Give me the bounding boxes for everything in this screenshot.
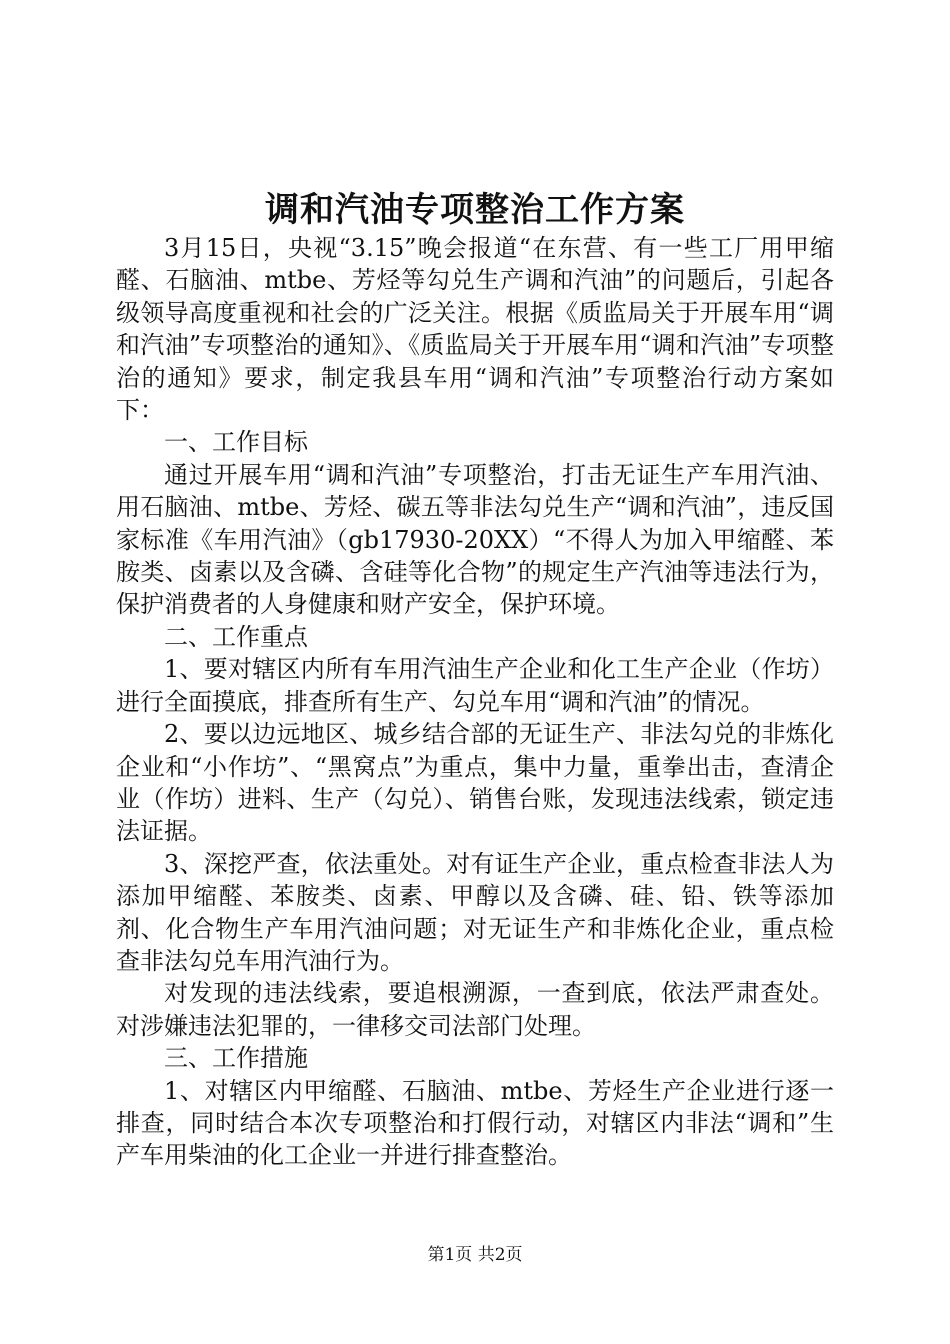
page-number-footer: 第1页 共2页 — [427, 1245, 523, 1265]
section-heading-goals: 一、工作目标 — [164, 428, 308, 457]
focus-item-3: 3、深挖严查，依法重处。对有证生产企业，重点检查非法人为添加甲缩醛、苯胺类、卤素、甲醇以及含磷、硅、铅、铁等添加剂、化合物生产车用汽油问题；对无证生产和非炼化企业，重点检查非法勾兑车用汽油行为。 — [116, 849, 834, 975]
intro-paragraph: 3月15日，央视“3.15”晚会报道“在东营、有一些工厂用甲缩醛、石脑油、mtbe、芳烃等勾兑生产调和汽油”的问题后，引起各级领导高度重视和社会的广泛关注。根据《质监局关于开展车用“调和汽油”专项整治的通知》、《质监局关于开展车用“调和汽油”专项整治的通知》要求，制定我县车用“调和汽油”专项整治行动方案如下： — [116, 234, 834, 425]
focus-item-2: 2、要以边远地区、城乡结合部的无证生产、非法勾兑的非炼化企业和“小作坊”、“黑窝点”为重点，集中力量，重拳出击，查清企业（作坊）进料、生产（勾兑）、销售台账，发现违法线索，锁定违法证据。 — [116, 720, 834, 846]
document-body — [116, 232, 834, 1172]
goals-paragraph: 通过开展车用“调和汽油”专项整治，打击无证生产车用汽油、用石脑油、mtbe、芳烃、碳五等非法勾兑生产“调和汽油”，违反国家标准《车用汽油》（gb17930-20XX）“不得人为加入甲缩醛、苯胺类、卤素以及含磷、含硅等化合物”的规定生产汽油等违法行为，保护消费者的人身健康和财产安全，保护环境。 — [116, 460, 834, 619]
document-title: 调和汽油专项整治工作方案 — [265, 190, 685, 230]
focus-item-1: 1、要对辖区内所有车用汽油生产企业和化工生产企业（作坊）进行全面摸底，排查所有生产、勾兑车用“调和汽油”的情况。 — [116, 655, 834, 716]
measures-item-1: 1、对辖区内甲缩醛、石脑油、mtbe、芳烃生产企业进行逐一排查，同时结合本次专项整治和打假行动，对辖区内非法“调和”生产车用柴油的化工企业一并进行排查整治。 — [116, 1076, 834, 1170]
focus-paragraph-followup: 对发现的违法线索，要追根溯源，一查到底，依法严肃查处。对涉嫌违法犯罪的，一律移交司法部门处理。 — [116, 979, 834, 1040]
section-heading-focus: 二、工作重点 — [164, 622, 308, 651]
section-heading-measures: 三、工作措施 — [164, 1044, 308, 1073]
